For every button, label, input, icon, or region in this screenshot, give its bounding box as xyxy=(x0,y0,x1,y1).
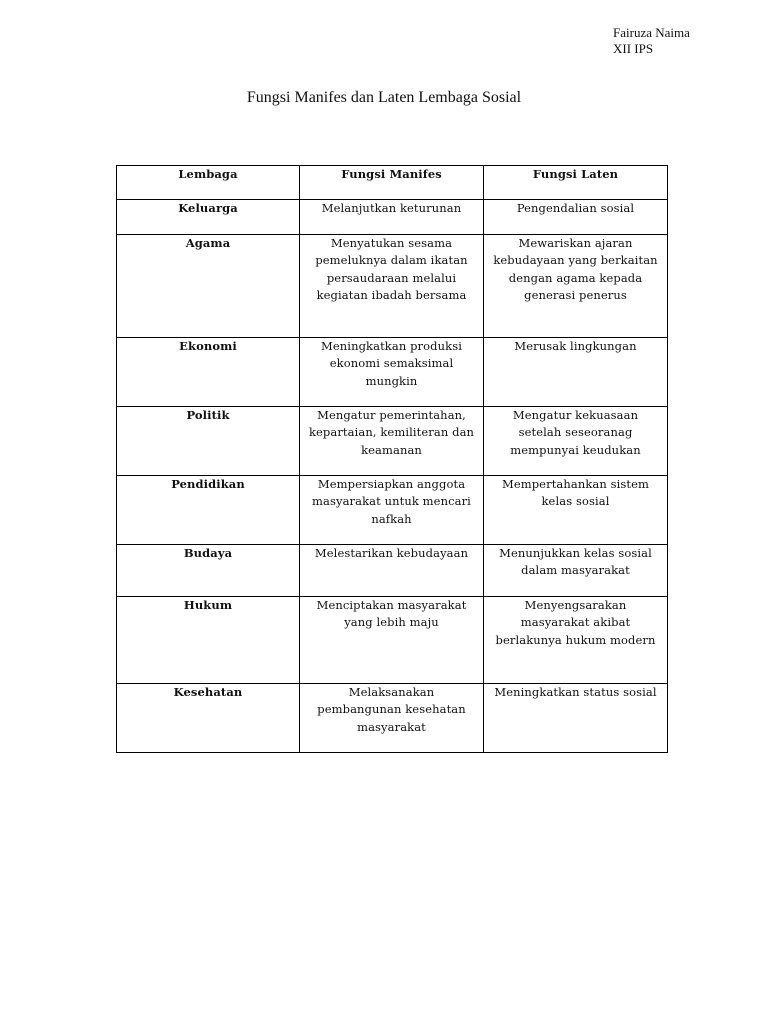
cell-manifes: Melanjutkan keturunan xyxy=(300,200,484,235)
header-fungsi-manifes: Fungsi Manifes xyxy=(300,166,484,200)
table-row xyxy=(117,407,668,476)
table-row xyxy=(117,684,668,753)
cell-manifes: Meningkatkan produksi ekonomi semaksimal mungkin xyxy=(300,338,484,407)
institutions-table xyxy=(116,165,668,753)
cell-laten: Mempertahankan sistem kelas sosial xyxy=(484,476,668,545)
cell-manifes: Mengatur pemerintahan, kepartaian, kemiliteran dan keamanan xyxy=(300,407,484,476)
cell-manifes: Melaksanakan pembangunan kesehatan masyarakat xyxy=(300,684,484,753)
cell-lembaga: Kesehatan xyxy=(117,684,300,753)
cell-manifes: Menyatukan sesama pemeluknya dalam ikatan persaudaraan melalui kegiatan ibadah bersama xyxy=(300,235,484,338)
author-name: Fairuza Naima xyxy=(613,25,690,40)
header-fungsi-laten: Fungsi Laten xyxy=(484,166,668,200)
table-row xyxy=(117,476,668,545)
document-title: Fungsi Manifes dan Laten Lembaga Sosial xyxy=(246,89,522,106)
author-block xyxy=(613,25,690,57)
table-row xyxy=(117,597,668,684)
cell-laten: Meningkatkan status sosial xyxy=(484,684,668,753)
cell-laten: Menyengsarakan masyarakat akibat berlakunya hukum modern xyxy=(484,597,668,684)
cell-lembaga: Pendidikan xyxy=(117,476,300,545)
author-class: XII IPS xyxy=(613,41,654,56)
cell-manifes: Mempersiapkan anggota masyarakat untuk mencari nafkah xyxy=(300,476,484,545)
cell-lembaga: Politik xyxy=(117,407,300,476)
table-row xyxy=(117,545,668,597)
cell-laten: Pengendalian sosial xyxy=(484,200,668,235)
cell-manifes: Menciptakan masyarakat yang lebih maju xyxy=(300,597,484,684)
table-header-row xyxy=(117,166,668,200)
cell-laten: Menunjukkan kelas sosial dalam masyarakat xyxy=(484,545,668,597)
cell-lembaga: Ekonomi xyxy=(117,338,300,407)
cell-laten: Mewariskan ajaran kebudayaan yang berkaitan dengan agama kepada generasi penerus xyxy=(484,235,668,338)
cell-lembaga: Hukum xyxy=(117,597,300,684)
table-row xyxy=(117,200,668,235)
table-row xyxy=(117,338,668,407)
table-row xyxy=(117,235,668,338)
cell-lembaga: Agama xyxy=(117,235,300,338)
cell-laten: Merusak lingkungan xyxy=(484,338,668,407)
cell-laten: Mengatur kekuasaan setelah seseoranag mempunyai keudukan xyxy=(484,407,668,476)
header-lembaga: Lembaga xyxy=(117,166,300,200)
cell-lembaga: Budaya xyxy=(117,545,300,597)
cell-manifes: Melestarikan kebudayaan xyxy=(300,545,484,597)
cell-lembaga: Keluarga xyxy=(117,200,300,235)
